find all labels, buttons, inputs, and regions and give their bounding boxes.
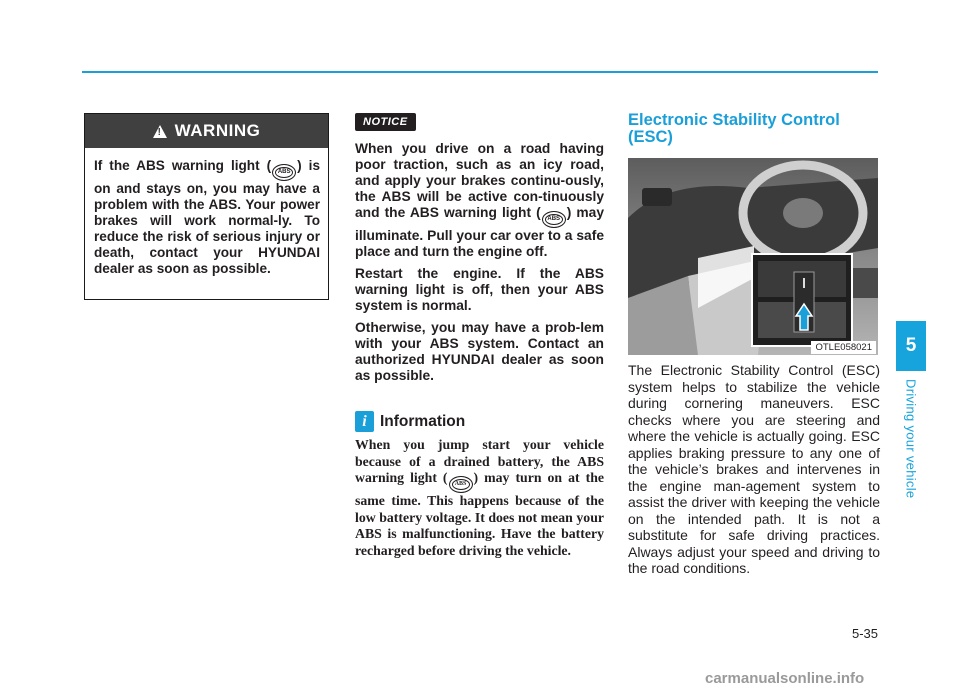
information-text-part1: When you jump start your vehicle because of a drained battery, the ABS warning light ( <box>355 437 604 485</box>
chapter-label: Driving your vehicle <box>903 378 919 499</box>
esc-section-title: Electronic Stability Control (ESC) <box>628 111 840 146</box>
warning-triangle-icon <box>153 125 167 138</box>
notice-badge: NOTICE <box>355 113 416 131</box>
notice-p1-part1: When you drive on a road having poor traction, such as an icy road, and apply your brakes continu-ously, the ABS will be active con-tinuously and the ABS warning light ( <box>355 141 604 220</box>
abs-warning-light-icon: ABS <box>272 164 296 181</box>
notice-paragraph-1 <box>355 141 604 260</box>
warning-text <box>85 148 328 277</box>
page-number: 5-35 <box>851 626 878 641</box>
information-text <box>355 437 604 559</box>
notice-header <box>355 112 604 131</box>
image-code: OTLE058021 <box>811 341 876 354</box>
information-header <box>355 411 465 432</box>
chapter-tab: 5 <box>896 321 926 371</box>
abs-warning-light-icon: ABS <box>449 476 473 493</box>
warning-text-part2: ) is on and stays on, you may have a problem with the ABS. Your power brakes will work normal-ly. To reduce the risk of serious injury or death, contact your HYUNDAI dealer as soon as possible. <box>94 158 321 276</box>
header-rule <box>82 71 878 73</box>
information-icon: i <box>355 411 374 432</box>
information-text-part2: ) may turn on at the same time. This happens because of the low battery voltage. It does not mean your ABS is malfunctioning. Have the battery recharged before driving the vehicle. <box>355 470 605 558</box>
notice-paragraph-3: Otherwise, you may have a prob-lem with your ABS system. Contact an authorized HYUNDAI dealer as soon as possible. <box>355 320 604 383</box>
warning-header <box>85 114 328 148</box>
watermark: carmanualsonline.info <box>705 670 865 687</box>
warning-box <box>84 113 329 300</box>
notice-text <box>355 141 604 390</box>
notice-p1-part2: ) may illuminate. Pull your car over to a safe place and turn the engine off. <box>355 205 605 259</box>
warning-text-part1: If the ABS warning light ( <box>94 158 272 173</box>
dashboard-illustration <box>628 158 878 355</box>
information-title: Information <box>380 412 466 430</box>
notice-paragraph-2: Restart the engine. If the ABS warning light is off, then your ABS system is normal. <box>355 266 604 313</box>
esc-switch-photo <box>628 158 878 355</box>
esc-description: The Electronic Stability Control (ESC) system helps to stabilize the vehicle during cornering maneuvers. ESC checks where you are steering and where the vehicle is actually going. ESC applies braking pressure to any one of the vehicle’s brakes and intervenes in the engine man-agement system to assist the driver with keeping the vehicle on the intended path. It is not a substitute for safe driving practices. Always adjust your speed and driving to the road conditions. <box>628 362 880 576</box>
warning-title: WARNING <box>174 121 261 140</box>
abs-warning-light-icon: ABS <box>542 211 566 228</box>
